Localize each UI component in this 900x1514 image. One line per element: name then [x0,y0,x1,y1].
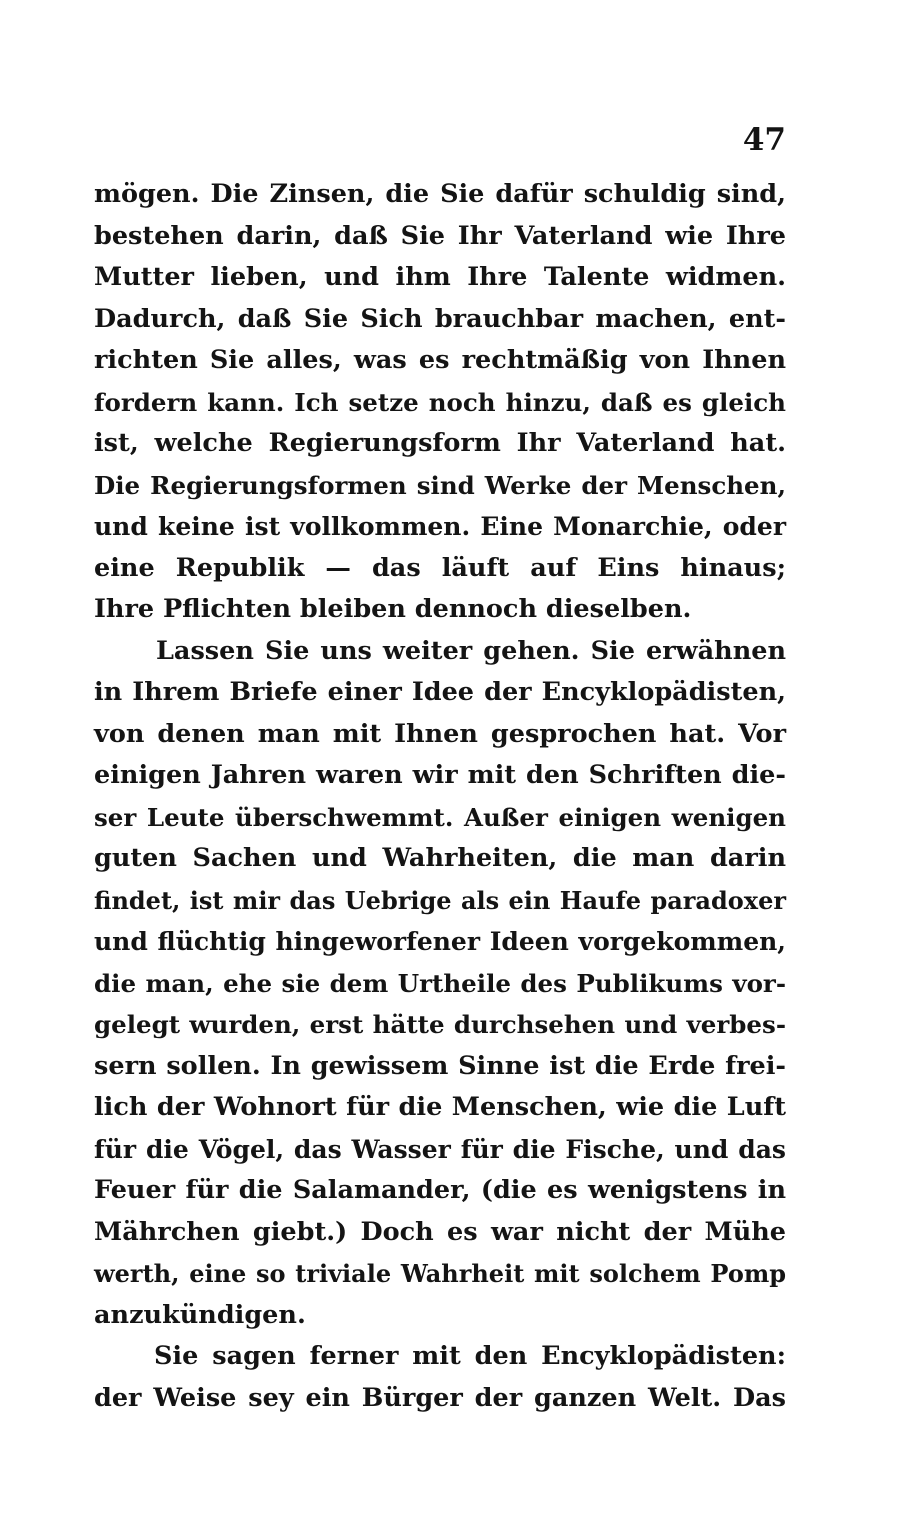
text-line: findet, ist mir das Uebrige als ein Haufe paradoxer [94,885,786,915]
text-line: mögen. Die Zinsen, die Sie dafür schuldig sind, [94,179,786,209]
text-line: in Ihrem Briefe einer Idee der Encyklopädisten, [94,677,786,707]
text-line: fordern kann. Ich setze noch hinzu, daß es gleich [94,387,786,417]
text-line: gelegt wurden, erst hätte durchsehen und verbes- [94,1010,786,1039]
text-line: anzukündigen. [94,1299,306,1330]
body-text [94,174,786,1419]
text-line: für die Vögel, das Wasser für die Fische, und das [94,1134,786,1164]
text-line: Ihre Pflichten bleiben dennoch dieselben. [94,594,692,624]
text-line: Feuer für die Salamander, (die es wenigstens in [94,1175,786,1205]
text-line: sern sollen. In gewissem Sinne ist die Erde frei- [94,1050,786,1081]
text-line: Lassen Sie uns weiter gehen. Sie erwähnen [156,635,786,666]
text-line: werth, eine so triviale Wahrheit mit solchem Pomp [94,1259,786,1288]
page-number: 47 [742,122,786,158]
text-line: lich der Wohnort für die Menschen, wie die Luft [94,1092,786,1122]
text-line: bestehen darin, daß Sie Ihr Vaterland wie Ihre [94,220,786,251]
text-line: richten Sie alles, was es rechtmäßig von Ihnen [94,345,786,375]
text-line: und flüchtig hingeworfener Ideen vorgekommen, [94,927,786,956]
text-line: Sie sagen ferner mit den Encyklopädisten: [154,1341,786,1371]
text-line: ist, welche Regierungsform Ihr Vaterland hat. [94,428,786,458]
text-line: und keine ist vollkommen. Eine Monarchie, oder [94,512,786,541]
text-line: einigen Jahren waren wir mit den Schriften die- [94,760,786,790]
text-line: der Weise sey ein Bürger der ganzen Welt. Das [94,1382,786,1413]
text-line: Mährchen giebt.) Doch es war nicht der Mühe [94,1216,786,1247]
text-line: Die Regierungsformen sind Werke der Menschen, [94,470,786,500]
text-line: guten Sachen und Wahrheiten, die man darin [94,843,786,873]
text-line: ser Leute überschwemmt. Außer einigen wenigen [94,802,786,832]
text-line: Dadurch, daß Sie Sich brauchbar machen, ent- [94,303,786,334]
text-line: von denen man mit Ihnen gesprochen hat. Vor [94,718,786,749]
text-line: die man, ehe sie dem Urtheile des Publikums vor- [94,968,786,998]
text-line: eine Republik — das läuft auf Eins hinaus; [94,552,786,583]
text-line: Mutter lieben, und ihm Ihre Talente widmen. [94,262,786,292]
